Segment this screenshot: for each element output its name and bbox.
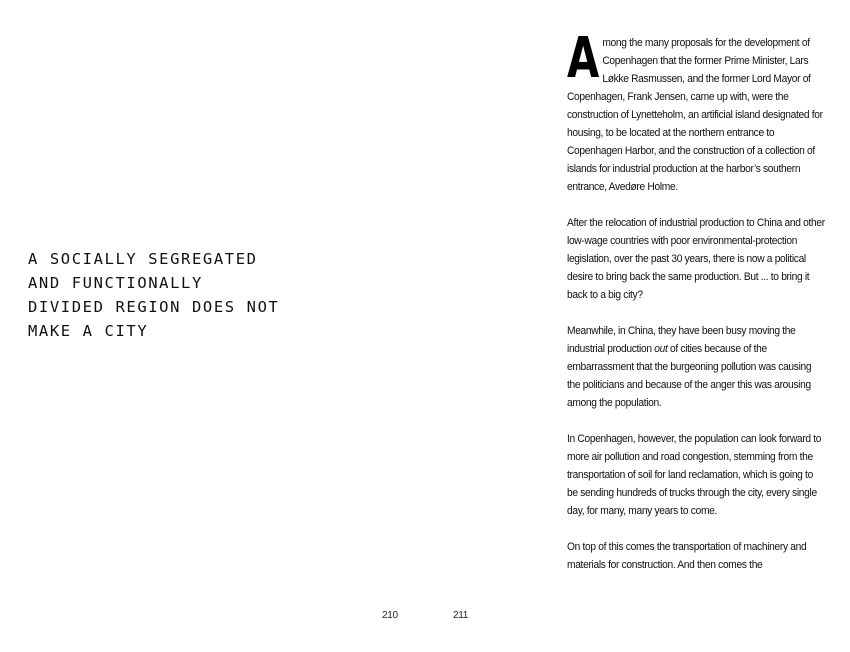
paragraph: After the relocation of industrial production to China and other low-wage countries with poor environmental-protection legislation, over the past 30 years, there is now a political desire to bring back the same production. But ... to bring it back to a big city? <box>567 217 825 301</box>
paragraph-text: of cities because of the embarrassment that the burgeoning pollution was causing the politicians and because of the anger this was arousing among the population. <box>567 343 812 409</box>
right-page <box>425 0 850 652</box>
page-number-right: 211 <box>453 610 469 621</box>
paragraph-text: Meanwhile, in China, they have been busy moving the industrial production <box>567 325 796 355</box>
paragraph <box>567 322 826 412</box>
drop-cap: A <box>567 26 599 91</box>
paragraph: In Copenhagen, however, the population can look forward to more air pollution and road congestion, stemming from the transportation of soil for land reclamation, which is going to be sending hundreds of trucks through the city, every single day, for many, many years to come. <box>567 433 822 517</box>
headline-line: DIVIDED REGION DOES NOT <box>28 298 280 316</box>
paragraph: On top of this comes the transportation of machinery and materials for construction. And then comes the <box>567 541 807 571</box>
headline-line: MAKE A CITY <box>28 322 149 340</box>
paragraph-text: mong the many proposals for the development of Copenhagen that the former Prime Minister, Lars Løkke Rasmussen, and the former Lord Mayor of Copenhagen, Frank Jensen, came up with, were the construction of Lynetteholm, an artificial island designated for housing, to be located at the northern entrance to Copenhagen Harbor, and the construction of a collection of islands for industrial production at the harbor’s southern entrance, Avedøre Holme. <box>567 37 823 193</box>
headline-line: A SOCIALLY SEGREGATED <box>28 250 258 268</box>
page-number-left: 210 <box>382 610 398 621</box>
chapter-headline <box>28 247 279 343</box>
headline-line: AND FUNCTIONALLY <box>28 274 203 292</box>
paragraph <box>567 26 826 196</box>
body-text <box>567 26 826 592</box>
emphasis-text: out <box>654 343 668 355</box>
